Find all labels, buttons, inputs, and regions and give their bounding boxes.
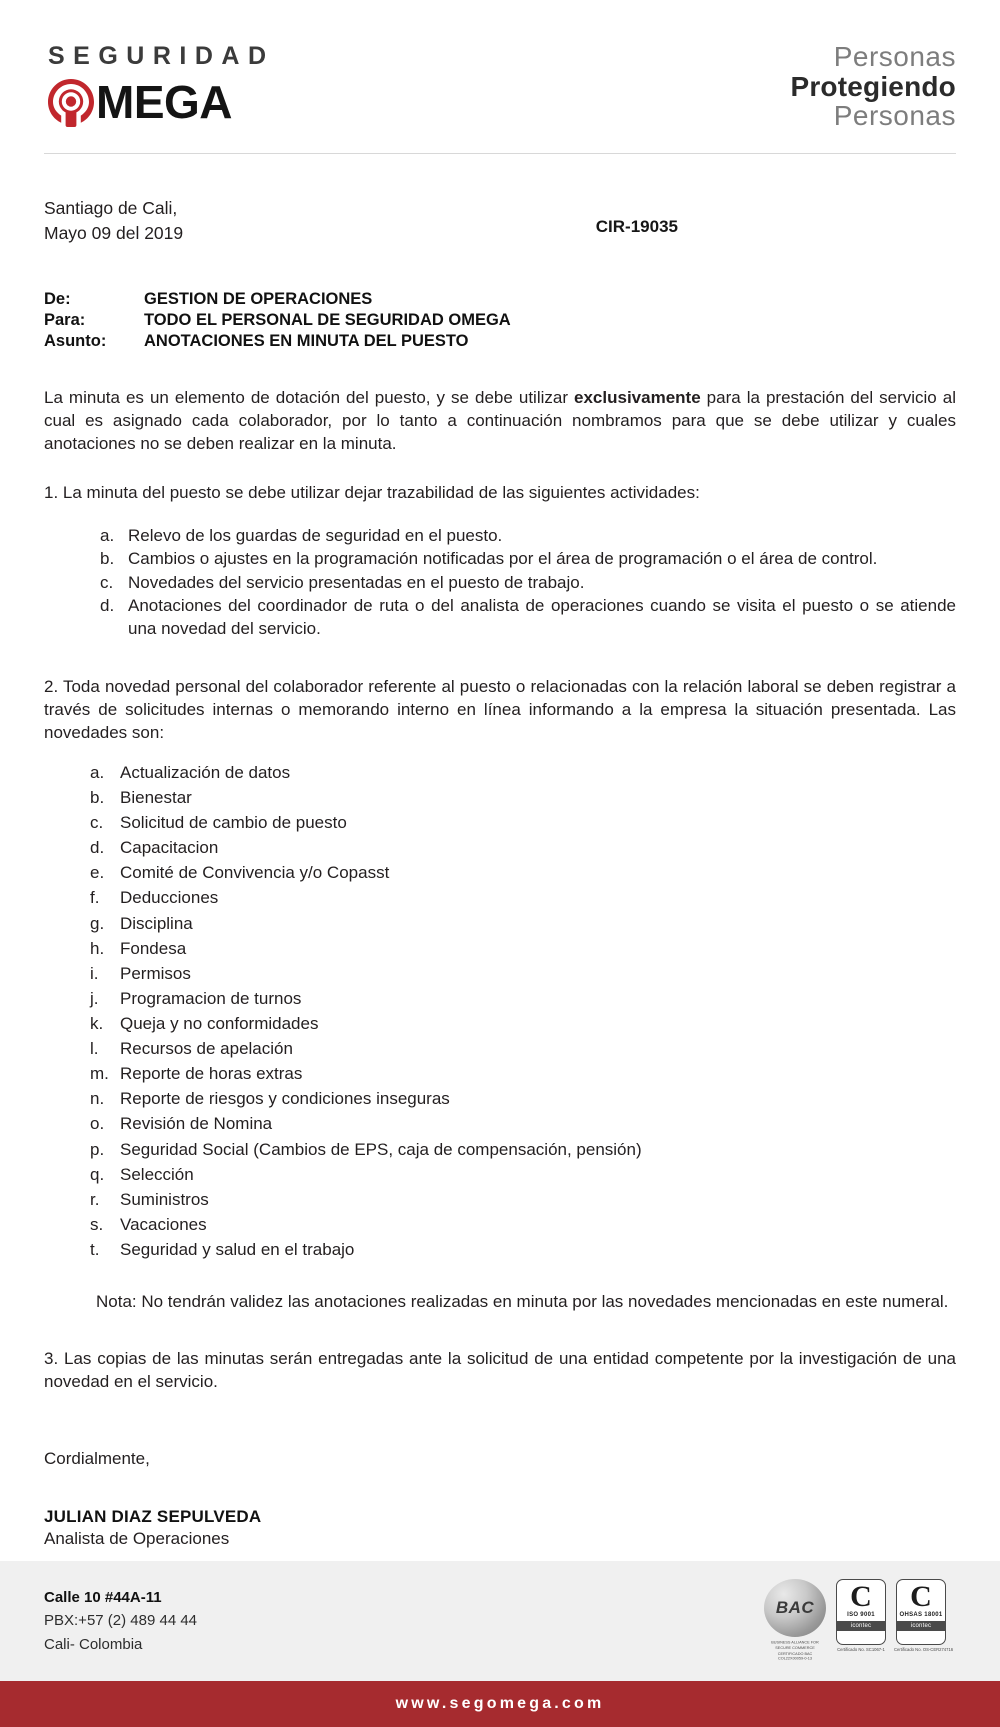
de-label: De:: [44, 289, 71, 308]
list-text: Programacion de turnos: [120, 988, 302, 1008]
section-1-heading: 1. La minuta del puesto se debe utilizar dejar trazabilidad de las siguientes actividades:: [44, 483, 700, 503]
list-marker: b.: [100, 549, 115, 569]
ohsas-18001-standard: OHSAS 18001: [899, 1612, 943, 1618]
closing-salutation: Cordialmente,: [44, 1448, 150, 1468]
list-text: Seguridad Social (Cambios de EPS, caja de compensación, pensión): [120, 1139, 642, 1159]
addressing-row-para: [44, 310, 956, 331]
footer-city: Cali- Colombia: [44, 1635, 143, 1653]
list-marker: f.: [90, 888, 100, 908]
list-text: Reporte de riesgos y condiciones inseguras: [120, 1089, 450, 1109]
list-text: Bienestar: [120, 788, 192, 808]
iso-9001-standard: ISO 9001: [847, 1612, 875, 1618]
brand-name-main: MEGA: [96, 76, 232, 128]
tagline-line-2: Protegiendo: [790, 70, 956, 102]
list-marker: a.: [100, 525, 115, 545]
website-bar[interactable]: [0, 1681, 1000, 1727]
intro-emphasis: exclusivamente: [574, 388, 701, 408]
ohsas-18001-certificate: Certificado No. OS-CER274716: [894, 1647, 954, 1653]
asunto-value: ANOTACIONES EN MINUTA DEL PUESTO: [144, 331, 469, 350]
list-marker: s.: [90, 1214, 104, 1234]
list-marker: b.: [90, 788, 105, 808]
footer-street: Calle 10 #44A-11: [44, 1589, 162, 1607]
city-line: Santiago de Cali,: [44, 198, 178, 219]
letter-meta: [44, 196, 956, 247]
list-text: Novedades del servicio presentadas en el puesto de trabajo.: [128, 572, 585, 592]
list-marker: r.: [90, 1189, 100, 1209]
list-marker: q.: [90, 1164, 105, 1184]
iso-9001-badge: [834, 1579, 888, 1652]
intro-part-1: La minuta es un elemento de dotación del puesto, y se debe utilizar: [44, 388, 575, 408]
bac-caption-line-2: CERTIFICADO BAC: [777, 1651, 813, 1656]
iso-9001-issuer: icontec: [837, 1621, 885, 1631]
list-text: Vacaciones: [120, 1214, 207, 1234]
list-item: [90, 1139, 956, 1162]
list-marker: e.: [90, 863, 105, 883]
ohsas-18001-mark: C: [910, 1580, 932, 1614]
list-item: [90, 1038, 956, 1061]
list-marker: d.: [100, 596, 115, 616]
list-item: [90, 787, 956, 810]
date-line: Mayo 09 del 2019: [44, 223, 184, 244]
list-text: Recursos de apelación: [120, 1039, 293, 1059]
list-marker: a.: [90, 762, 105, 782]
list-text: Permisos: [120, 963, 191, 983]
list-item: [90, 837, 956, 860]
footer-address: [44, 1586, 197, 1656]
intro-paragraph: [44, 386, 956, 455]
list-item: [90, 812, 956, 835]
list-item: [90, 887, 956, 910]
list-item: [90, 1164, 956, 1187]
iso-9001-seal-icon: [836, 1579, 886, 1645]
asunto-label: Asunto:: [44, 331, 107, 350]
section-2-note: Nota: No tendrán validez las anotaciones realizadas en minuta por las novedades mencionadas en este numeral.: [96, 1291, 949, 1311]
place-and-date: [44, 196, 183, 247]
list-marker: c.: [100, 572, 114, 592]
list-marker: m.: [90, 1064, 109, 1084]
list-text: Relevo de los guardas de seguridad en el puesto.: [128, 525, 503, 545]
brand-lockup: [44, 75, 232, 129]
list-text: Fondesa: [120, 938, 187, 958]
bac-badge: [762, 1579, 828, 1662]
ohsas-18001-badge: [894, 1579, 954, 1653]
tagline-line-1: Personas: [833, 41, 956, 72]
website-url[interactable]: www.segomega.com: [395, 1695, 605, 1712]
list-text: Revisión de Nomina: [120, 1114, 273, 1134]
signer-role: Analista de Operaciones: [44, 1528, 230, 1548]
list-item: [100, 595, 956, 640]
footer-phone: PBX:+57 (2) 489 44 44: [44, 1612, 198, 1630]
section-2-heading: 2. Toda novedad personal del colaborador referente al puesto o relacionadas con la relación laboral se deben registrar a través de solicitudes internas o memorando interno en línea informando a la empresa la situación presentada. Las novedades son:: [44, 676, 956, 742]
list-item: [90, 1088, 956, 1111]
list-item: [100, 548, 956, 571]
brand-name-top: SEGURIDAD: [48, 42, 275, 70]
para-value: TODO EL PERSONAL DE SEGURIDAD OMEGA: [144, 310, 511, 329]
list-marker: k.: [90, 1014, 104, 1033]
list-item: [90, 762, 956, 785]
list-marker: d.: [90, 838, 105, 858]
letter-body: [0, 154, 1000, 1561]
list-text: Disciplina: [120, 913, 193, 933]
para-label: Para:: [44, 310, 86, 329]
ohsas-18001-seal-icon: [896, 1579, 946, 1645]
list-item: [90, 938, 956, 961]
bac-caption: [764, 1640, 827, 1662]
section-3-heading: 3. Las copias de las minutas serán entregadas ante la solicitud de una entidad competente por la investigación de una novedad en el servicio.: [44, 1348, 956, 1391]
list-marker: n.: [90, 1089, 105, 1109]
list-item: [90, 1189, 956, 1212]
list-item: [90, 1214, 956, 1237]
iso-9001-mark: C: [850, 1580, 872, 1614]
page-footer: [0, 1561, 1000, 1681]
list-text: Seguridad y salud en el trabajo: [120, 1239, 355, 1259]
list-text: Anotaciones del coordinador de ruta o del analista de operaciones cuando se visita el puesto o se atiende una novedad del servicio.: [128, 596, 956, 638]
bac-caption-line-3: COL22X00059-0-13: [777, 1656, 813, 1662]
omega-target-icon: [44, 75, 98, 129]
list-item: [90, 1013, 956, 1036]
company-tagline: [790, 38, 956, 131]
section-2-list: [44, 762, 956, 1262]
list-text: Selección: [120, 1164, 194, 1184]
list-item: [90, 1063, 956, 1086]
list-text: Capacitacion: [120, 838, 219, 858]
addressing-row-de: [44, 289, 956, 310]
list-text: Comité de Convivencia y/o Copasst: [120, 863, 390, 883]
addressing-row-asunto: [44, 331, 956, 352]
list-marker: c.: [90, 813, 104, 833]
letterhead-header: [0, 0, 1000, 131]
addressing-block: [44, 289, 956, 352]
list-item: [90, 988, 956, 1011]
list-item: [100, 572, 956, 595]
list-marker: j.: [90, 988, 99, 1008]
list-marker: i.: [90, 963, 99, 983]
list-text: Suministros: [120, 1189, 209, 1209]
ohsas-18001-issuer: icontec: [897, 1621, 945, 1631]
list-text: Reporte de horas extras: [120, 1064, 303, 1084]
bac-sphere-icon: [764, 1579, 826, 1637]
list-item: [90, 1113, 956, 1136]
list-text: Actualización de datos: [120, 762, 291, 782]
list-item: [90, 862, 956, 885]
list-item: [100, 525, 956, 548]
de-value: GESTION DE OPERACIONES: [144, 289, 373, 308]
list-marker: l.: [90, 1039, 99, 1059]
signer-name: JULIAN DIAZ SEPULVEDA: [44, 1506, 262, 1526]
list-marker: p.: [90, 1139, 105, 1159]
company-logo: [44, 38, 275, 129]
certification-badges: [762, 1579, 956, 1662]
iso-9001-certificate: Certificado No. SC1067-1: [837, 1647, 885, 1653]
list-marker: t.: [90, 1239, 100, 1259]
list-item: [90, 913, 956, 936]
tagline-line-3: Personas: [833, 100, 956, 132]
section-1-list: [44, 525, 956, 641]
list-text: Solicitud de cambio de puesto: [120, 813, 347, 833]
list-marker: o.: [90, 1114, 105, 1134]
reference-number: CIR-19035: [595, 217, 678, 237]
list-marker: h.: [90, 938, 105, 958]
list-text: Deducciones: [120, 888, 219, 908]
list-text: Cambios o ajustes en la programación notificadas por el área de programación o el área de control.: [128, 549, 878, 569]
list-marker: g.: [90, 913, 105, 933]
bac-caption-line-1: BUSINESS ALLIANCE FOR SECURE COMMERCE: [771, 1639, 819, 1651]
list-item: [90, 1239, 956, 1262]
bac-mark: BAC: [775, 1598, 815, 1618]
intro-part-2: para la prestación del servicio al cual es asignado cada colaborador, por lo tanto a continuación nombramos para que se debe utilizar y cuales anotaciones no se deben realizar en la minuta.: [44, 388, 956, 454]
list-text: Queja y no conformidades: [120, 1014, 319, 1033]
list-item: [90, 963, 956, 986]
